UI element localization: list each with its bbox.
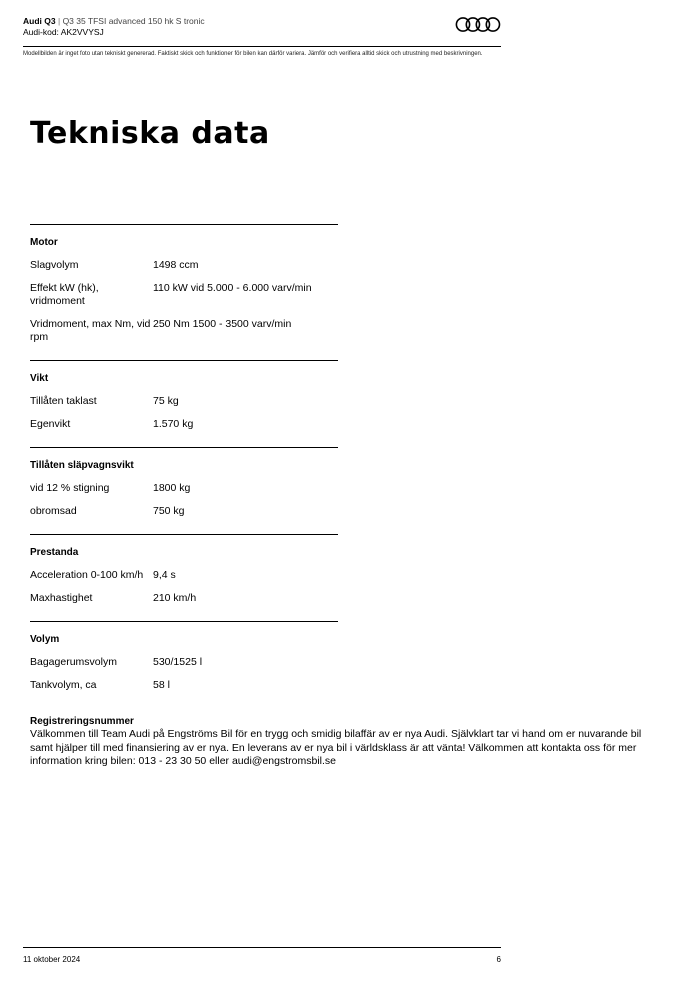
spec-table xyxy=(30,224,338,708)
spec-row xyxy=(30,569,338,582)
registration-title: Registreringsnummer xyxy=(30,716,134,727)
section-title: Vikt xyxy=(30,373,49,384)
model-variant: Q3 35 TFSI advanced 150 hk S tronic xyxy=(62,16,205,26)
registration-text: Välkommen till Team Audi på Engströms Bil för en trygg och smidig bilaffär av er nya Audi. Självklart tar vi hand om er nuvarande bil samt hjälper till med finansiering av er nya. En leverans av er nya bil i världsklass är att vänta! Välkommen att kontakta oss för mer information kring bilen: 013 - 23 30 50 eller audi@engstromsbil.se xyxy=(30,728,642,767)
footer-date: 11 oktober 2024 xyxy=(23,955,81,964)
section-title: Tillåten släpvagnsvikt xyxy=(30,460,134,471)
section-title: Volym xyxy=(30,634,60,645)
spec-row xyxy=(30,259,338,272)
spec-value: 210 km/h xyxy=(153,592,197,604)
section-title: Motor xyxy=(30,237,58,248)
footer-divider xyxy=(23,947,501,948)
spec-value: 750 kg xyxy=(153,505,185,517)
spec-row xyxy=(30,656,338,669)
image-disclaimer: Modellbilden är inget foto utan tekniskt genererad. Faktiskt skick och funktioner för bilen kan därför variera. Jämför och verifiera alltid skick och utrustning med beskrivningen. xyxy=(23,51,483,57)
spec-label: Tillåten taklast xyxy=(30,395,97,407)
spec-section-motor xyxy=(30,224,338,360)
registration-block xyxy=(30,715,660,769)
spec-section-volym xyxy=(30,621,338,708)
spec-label: Egenvikt xyxy=(30,418,71,430)
spec-row xyxy=(30,418,338,431)
spec-label: Maxhastighet xyxy=(30,592,93,604)
spec-row xyxy=(30,592,338,605)
spec-row xyxy=(30,318,338,344)
spec-section-slapvagnsvikt xyxy=(30,447,338,534)
page-title: Tekniska data xyxy=(30,116,270,151)
spec-value: 1.570 kg xyxy=(153,418,194,430)
section-title: Prestanda xyxy=(30,547,79,558)
page-header xyxy=(23,16,501,57)
model-line xyxy=(23,16,501,27)
spec-value: 75 kg xyxy=(153,395,179,407)
spec-row xyxy=(30,679,338,692)
spec-value: 250 Nm 1500 - 3500 varv/min xyxy=(153,318,292,330)
spec-value: 9,4 s xyxy=(153,569,176,581)
spec-value: 530/1525 l xyxy=(153,656,203,668)
spec-label: obromsad xyxy=(30,505,77,517)
spec-row xyxy=(30,395,338,408)
page-number: 6 xyxy=(496,955,501,964)
spec-label: Tankvolym, ca xyxy=(30,679,97,691)
spec-label: Vridmoment, max Nm, vid rpm xyxy=(30,318,151,343)
spec-label: Bagagerumsvolym xyxy=(30,656,117,668)
spec-label: vid 12 % stigning xyxy=(30,482,110,494)
spec-section-vikt xyxy=(30,360,338,447)
spec-value: 110 kW vid 5.000 - 6.000 varv/min xyxy=(153,282,312,294)
header-divider xyxy=(23,46,501,47)
model-name: Audi Q3 xyxy=(23,16,56,26)
spec-section-prestanda xyxy=(30,534,338,621)
spec-row xyxy=(30,282,338,308)
spec-row xyxy=(30,482,338,495)
model-separator: | xyxy=(57,16,61,26)
spec-value: 1800 kg xyxy=(153,482,191,494)
spec-value: 58 l xyxy=(153,679,170,691)
spec-label: Slagvolym xyxy=(30,259,79,271)
spec-value: 1498 ccm xyxy=(153,259,199,271)
audi-rings-logo-icon xyxy=(455,16,501,33)
spec-label: Effekt kW (hk), vridmoment xyxy=(30,282,99,307)
spec-label: Acceleration 0-100 km/h xyxy=(30,569,144,581)
spec-row xyxy=(30,505,338,518)
audi-code: Audi-kod: AK2VVYSJ xyxy=(23,27,104,37)
